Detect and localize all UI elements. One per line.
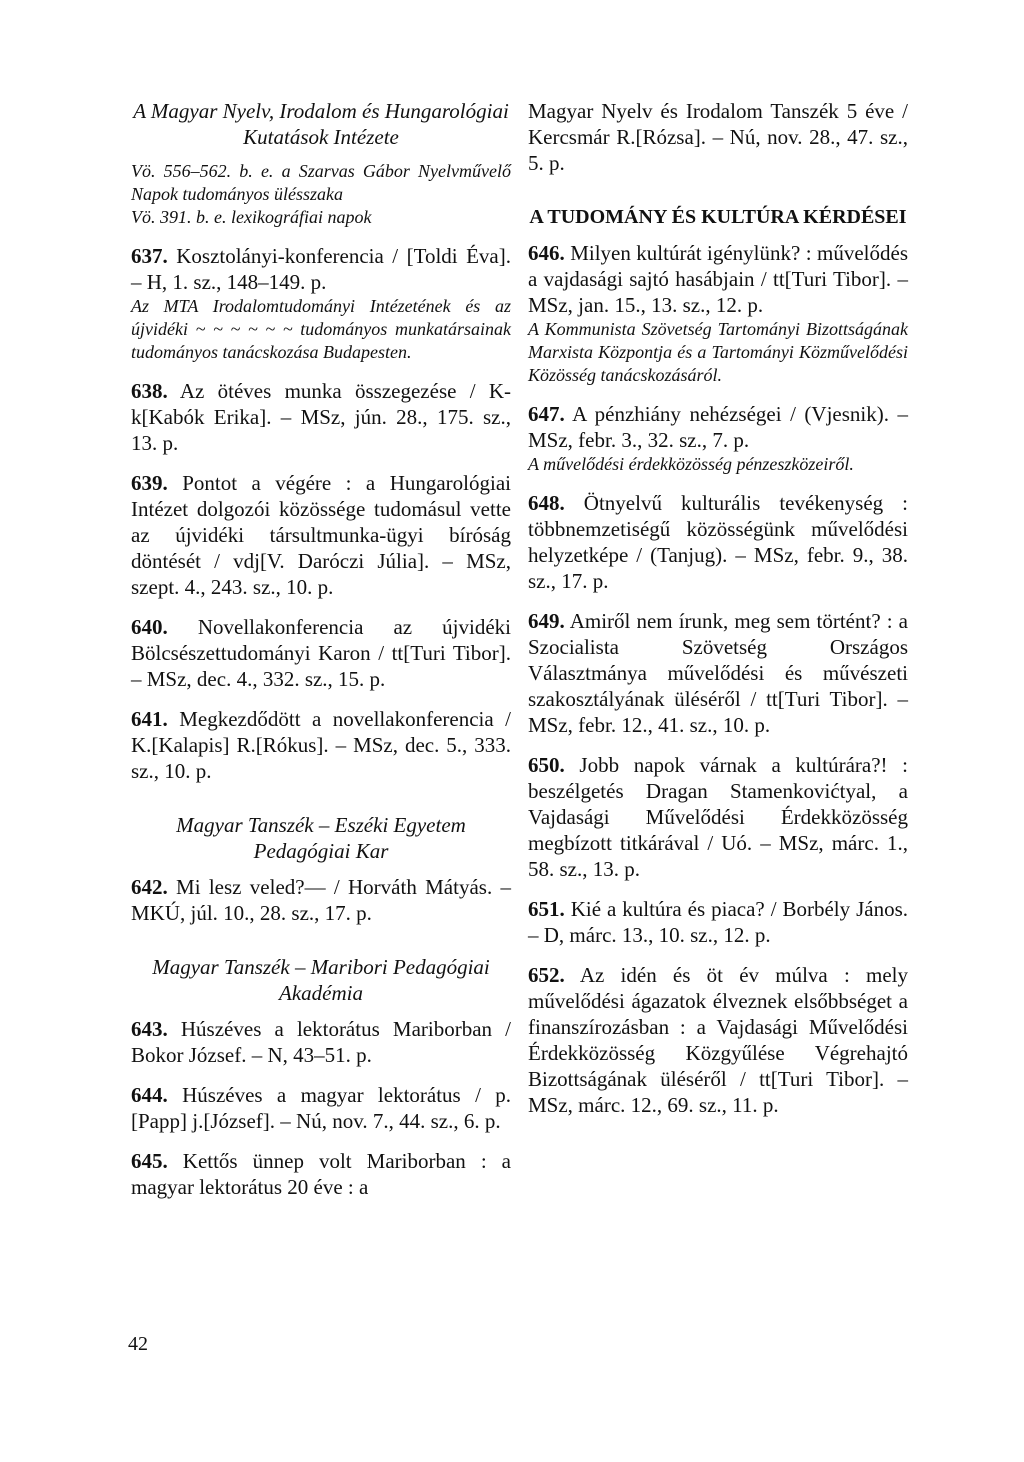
cross-reference-note: Vö. 391. b. e. lexikográfiai napok (131, 207, 372, 227)
bibliography-entry (131, 874, 511, 926)
page-number: 42 (128, 1333, 148, 1355)
section-heading-maribor: Magyar Tanszék – Maribori Pedagógiai Akadémia (152, 955, 490, 1005)
entry-number: 639. (131, 471, 168, 495)
entry-text: Húszéves a magyar lektorátus / p.[Papp] j.[József]. – Nú, nov. 7., 44. sz., 6. p. (131, 1083, 511, 1133)
right-column (528, 98, 908, 1132)
entry-number: 648. (528, 491, 565, 515)
bibliography-entry (131, 378, 511, 456)
entry-text: Jobb napok várnak a kultúrára?! : beszélgetés Dragan Stamenkovićtyal, a Vajdasági Művelődési Érdekközösség megbízott titkárával / Uó. – MSz, márc. 1., 58. sz., 13. p. (528, 753, 908, 881)
bibliography-entry (131, 1082, 511, 1134)
entry-number: 645. (131, 1149, 168, 1173)
entry-number: 651. (528, 897, 565, 921)
bibliography-entry (528, 962, 908, 1118)
entry-number: 646. (528, 241, 565, 265)
bibliography-entry (131, 243, 511, 364)
cross-reference-note: Vö. 556–562. b. e. a Szarvas Gábor Nyelvművelő Napok tudományos ülésszaka (131, 161, 511, 204)
bibliography-entry (131, 706, 511, 784)
entry-text: Húszéves a lektorátus Mariborban / Bokor József. – N, 43–51. p. (131, 1017, 512, 1067)
institute-heading: A Magyar Nyelv, Irodalom és Hungarológiai Kutatások Intézete (133, 99, 509, 149)
entry-text: Amiről nem írunk, meg sem történt? : a Szocialista Szövetség Országos Választmánya művelődési és művészeti szakosztályának üléséről / tt[Turi Tibor]. – MSz, febr. 12., 41. sz., 10. p. (528, 609, 909, 737)
entry-number: 640. (131, 615, 168, 639)
entry-number: 638. (131, 379, 168, 403)
entry-annotation: Az MTA Irodalomtudományi Intézetének és az újvidéki ~ ~ ~ ~ ~ ~ tudományos munkatársainak tudományos tanácskozása Budapesten. (131, 296, 511, 362)
entry-text: Mi lesz veled?— / Horváth Mátyás. – MKÚ, júl. 10., 28. sz., 17. p. (131, 875, 511, 925)
entry-number: 643. (131, 1017, 168, 1041)
left-column (131, 98, 511, 1214)
entry-number: 647. (528, 402, 565, 426)
bibliography-entry (131, 470, 511, 600)
entry-number: 637. (131, 244, 168, 268)
entry-number: 642. (131, 875, 168, 899)
bibliography-entry (528, 240, 908, 387)
entry-number: 650. (528, 753, 565, 777)
bibliography-entry (131, 1148, 511, 1200)
continued-entry: Magyar Nyelv és Irodalom Tanszék 5 éve / Kercsmár R.[Rózsa]. – Nú, nov. 28., 47. sz., 5. p. (528, 99, 908, 175)
entry-list (131, 243, 511, 784)
entry-list (131, 1016, 511, 1200)
entry-text: A pénzhiány nehézségei / (Vjesnik). – MSz, febr. 3., 32. sz., 7. p. (528, 402, 908, 452)
bibliography-entry (131, 614, 511, 692)
entry-number: 644. (131, 1083, 168, 1107)
entry-list (528, 240, 908, 1118)
bibliography-entry (528, 896, 908, 948)
bibliography-entry (528, 401, 908, 476)
entry-number: 641. (131, 707, 168, 731)
entry-text: Kettős ünnep volt Mariborban : a magyar lektorátus 20 éve : a (131, 1149, 512, 1199)
entry-number: 649. (528, 609, 565, 633)
bibliography-entry (528, 752, 908, 882)
bibliography-entry (528, 608, 908, 738)
entry-annotation: A művelődési érdekközösség pénzeszközeiről. (528, 454, 854, 474)
bibliography-entry (528, 490, 908, 594)
entry-text: Az ötéves munka összegezése / K-k[Kabók Erika]. – MSz, jún. 28., 175. sz., 13. p. (131, 379, 511, 455)
entry-text: Kosztolányi-konferencia / [Toldi Éva]. – H, 1. sz., 148–149. p. (131, 244, 511, 294)
entry-text: Az idén és öt év múlva : mely művelődési ágazatok élveznek elsőbbséget a finanszírozásban : a Vajdasági Művelődési Érdekközösség Közgyűlése Végrehajtó Bizottságának üléséről / tt[Turi Tibor]. – MSz, márc. 12., 69. sz., 11. p. (528, 963, 909, 1117)
entry-text: Megkezdődött a novellakonferencia / K.[Kalapis] R.[Rókus]. – MSz, dec. 5., 333. sz., 10. p. (131, 707, 511, 783)
entry-number: 652. (528, 963, 565, 987)
entry-annotation: A Kommunista Szövetség Tartományi Bizottságának Marxista Központja és a Tartományi Közművelődési Közösség tanácskozásáról. (528, 319, 908, 385)
entry-text: Ötnyelvű kulturális tevékenység : többnemzetiségű közösségünk művelődési helyzetképe / (Tanjug). – MSz, febr. 9., 38. sz., 17. p. (528, 491, 909, 593)
entry-list (131, 874, 511, 926)
section-heading-eszek: Magyar Tanszék – Eszéki Egyetem Pedagógiai Kar (176, 813, 466, 863)
bibliography-entry (131, 1016, 511, 1068)
entry-text: Pontot a végére : a Hungarológiai Intézet dolgozói közössége tudomásul vette az újvidéki társultmunka-ügyi bíróság döntését / vdj[V. Daróczi Júlia]. – MSz, szept. 4., 243. sz., 10. p. (131, 471, 512, 599)
section-heading-culture: A TUDOMÁNY ÉS KULTÚRA KÉRDÉSEI (529, 206, 907, 228)
entry-text: Novellakonferencia az újvidéki Bölcsészettudományi Karon / tt[Turi Tibor]. – MSz, dec. 4., 332. sz., 15. p. (131, 615, 512, 691)
entry-text: Milyen kultúrát igénylünk? : művelődés a vajdasági sajtó hasábjain / tt[Turi Tibor]. – MSz, jan. 15., 13. sz., 12. p. (528, 241, 909, 317)
entry-text: Kié a kultúra és piaca? / Borbély János. – D, márc. 13., 10. sz., 12. p. (528, 897, 909, 947)
